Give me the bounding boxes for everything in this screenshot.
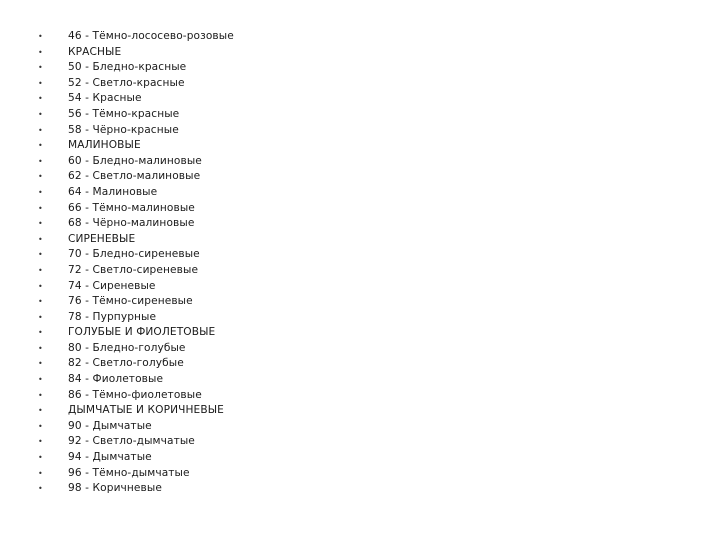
bullet-icon: • — [38, 78, 43, 88]
bullet-icon: • — [38, 343, 43, 353]
bullet-icon: • — [38, 453, 43, 463]
bullet-icon: • — [38, 328, 43, 338]
bullet-icon: • — [38, 109, 43, 119]
list-item-text: 52 - Светло-красные — [68, 76, 185, 89]
list-item-text: ДЫМЧАТЫЕ И КОРИЧНЕВЫЕ — [68, 404, 224, 417]
list-item-text: 74 - Сиреневые — [68, 279, 156, 292]
bullet-icon: • — [38, 94, 43, 104]
list-item-text: 50 - Бледно-красные — [68, 61, 187, 74]
list-item-text: 82 - Светло-голубые — [68, 357, 184, 370]
list-item-text: 98 - Коричневые — [68, 482, 162, 495]
bullet-icon: • — [38, 219, 43, 229]
list-item-text: 80 - Бледно-голубые — [68, 341, 186, 354]
list-item-text: КРАСНЫЕ — [68, 45, 122, 58]
list-item-text: СИРЕНЕВЫЕ — [68, 232, 136, 245]
list-item-text: 66 - Тёмно-малиновые — [68, 201, 195, 214]
list-item-text: 64 - Малиновые — [68, 185, 158, 198]
list-item-text: 96 - Тёмно-дымчатые — [68, 466, 190, 479]
list-item-text: 72 - Светло-сиреневые — [68, 263, 199, 276]
bullet-icon: • — [38, 468, 43, 478]
bullet-icon: • — [38, 47, 43, 57]
bullet-icon: • — [38, 141, 43, 151]
list-item-text: 92 - Светло-дымчатые — [68, 435, 195, 448]
list-item-text: 68 - Чёрно-малиновые — [68, 217, 195, 230]
bullet-icon: • — [38, 63, 43, 73]
list-item-text: 46 - Тёмно-лососево-розовые — [68, 30, 234, 42]
list-item-text: 56 - Тёмно-красные — [68, 107, 180, 120]
list-item-text: 78 - Пурпурные — [68, 310, 157, 323]
bullet-icon: • — [38, 484, 43, 494]
list-item-text: 62 - Светло-малиновые — [68, 170, 201, 183]
list-item-text: 70 - Бледно-сиреневые — [68, 248, 200, 261]
bullet-icon: • — [38, 312, 43, 322]
bullet-icon: • — [38, 375, 43, 385]
bullet-icon: • — [38, 187, 43, 197]
list-item-text: 60 - Бледно-малиновые — [68, 154, 202, 167]
bullet-icon: • — [38, 203, 43, 213]
list-item-text: 54 - Красные — [68, 92, 142, 105]
bullet-icon: • — [38, 156, 43, 166]
bullet-icon: • — [38, 172, 43, 182]
bullet-icon: • — [38, 406, 43, 416]
bullet-icon: • — [38, 359, 43, 369]
bullet-icon: • — [38, 125, 43, 135]
list-item-text: 76 - Тёмно-сиреневые — [68, 295, 193, 308]
list-item-text: ГОЛУБЫЕ И ФИОЛЕТОВЫЕ — [68, 326, 216, 339]
bullet-icon: • — [38, 32, 43, 41]
bullet-icon: • — [38, 234, 43, 244]
bullet-icon: • — [38, 421, 43, 431]
bullet-icon: • — [38, 390, 43, 400]
bullet-icon: • — [38, 437, 43, 447]
bullet-icon: • — [38, 297, 43, 307]
bullet-icon: • — [38, 250, 43, 260]
list-item-text: 84 - Фиолетовые — [68, 373, 164, 386]
list-item-text: 90 - Дымчатые — [68, 419, 152, 432]
list-item-text: МАЛИНОВЫЕ — [68, 139, 141, 152]
list-item-text: 86 - Тёмно-фиолетовые — [68, 388, 202, 401]
bullet-icon: • — [38, 265, 43, 275]
list-item-text: 94 - Дымчатые — [68, 451, 152, 464]
list-item-text: 58 - Чёрно-красные — [68, 123, 179, 136]
bullet-icon: • — [38, 281, 43, 291]
